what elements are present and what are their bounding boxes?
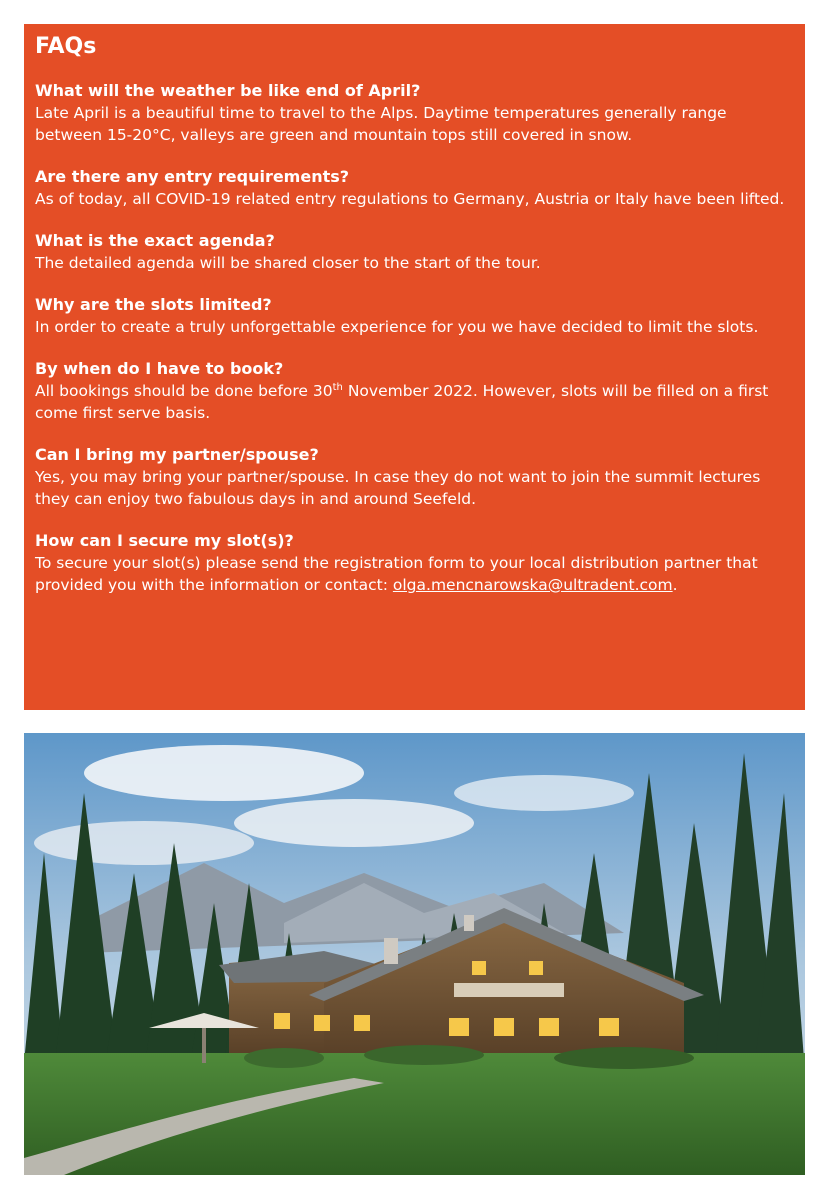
faq-item-secure-slot xyxy=(35,530,793,596)
faq-question: By when do I have to book? xyxy=(35,359,284,378)
faq-question: How can I secure my slot(s)? xyxy=(35,531,294,550)
answer-text: November 2022. However, slots will be filled on a first come first serve basis. xyxy=(35,382,769,422)
faq-item-slots-limited xyxy=(35,294,793,338)
faq-question: What is the exact agenda? xyxy=(35,231,275,250)
faq-item-booking-deadline xyxy=(35,358,793,424)
answer-text: All bookings should be done before 30 xyxy=(35,382,333,400)
chalet-illustration xyxy=(24,733,805,1175)
faq-answer: In order to create a truly unforgettable experience for you we have decided to limit the slots. xyxy=(35,318,759,336)
faq-answer xyxy=(35,380,793,424)
faq-answer xyxy=(35,552,793,596)
faq-item-entry-requirements xyxy=(35,166,793,210)
faq-title: FAQs xyxy=(35,34,97,59)
faq-answer: Late April is a beautiful time to travel to the Alps. Daytime temperatures generally range between 15-20°C, valleys are green and mountain tops still covered in snow. xyxy=(35,104,727,144)
faq-item-agenda xyxy=(35,230,793,274)
faq-question: What will the weather be like end of April? xyxy=(35,81,421,100)
faq-answer: As of today, all COVID-19 related entry regulations to Germany, Austria or Italy have been lifted. xyxy=(35,190,785,208)
ordinal-suffix: th xyxy=(332,381,343,393)
faq-question: Why are the slots limited? xyxy=(35,295,272,314)
email-link[interactable]: olga.mencnarowska@ultradent.com xyxy=(392,576,673,594)
answer-text: To secure your slot(s) please send the registration form to your local distribution partner that provided you with the information or contact: xyxy=(35,554,758,594)
chalet-photo xyxy=(24,733,805,1175)
faq-question: Can I bring my partner/spouse? xyxy=(35,445,319,464)
faq-item-weather xyxy=(35,80,793,146)
faq-answer: The detailed agenda will be shared closer to the start of the tour. xyxy=(35,254,541,272)
answer-text: . xyxy=(672,576,678,594)
faq-section xyxy=(24,24,805,710)
faq-answer: Yes, you may bring your partner/spouse. In case they do not want to join the summit lectures they can enjoy two fabulous days in and around Seefeld. xyxy=(35,468,761,508)
faq-item-partner xyxy=(35,444,793,510)
faq-question: Are there any entry requirements? xyxy=(35,167,350,186)
